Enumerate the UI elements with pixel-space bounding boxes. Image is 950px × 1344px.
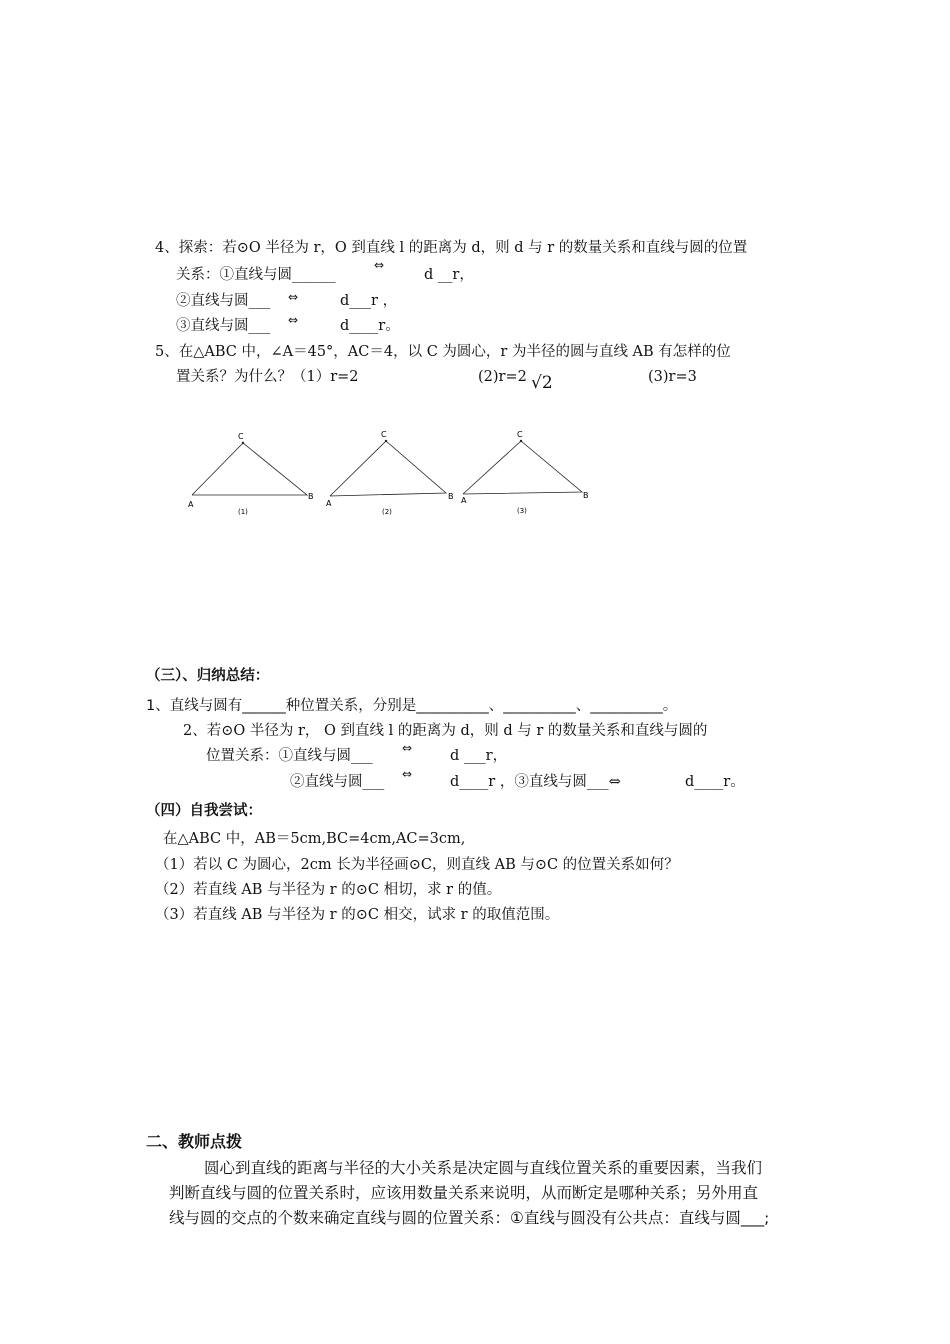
- section4-q1: （1）若以 C 为圆心，2cm 长为半径画⊙C，则直线 AB 与⊙C 的位置关系如何？: [155, 857, 679, 873]
- teacher-para-line2: 判断直线与圆的位置关系时，应该用数量关系来说明，从而断定是哪种关系；另外用直: [169, 1184, 759, 1202]
- equivalence-arrow-icon: ⇔: [402, 741, 413, 755]
- label-b: B: [448, 492, 454, 501]
- q4-line3-right: d___r ，: [340, 293, 398, 309]
- section3-line2: 2、若⊙O 半径为 r， O 到直线 l 的距离为 d，则 d 与 r 的数量关系和直线与圆的: [183, 723, 708, 739]
- triangle-figure-1: [188, 432, 314, 516]
- section3-line3-right: d ___r，: [450, 748, 508, 764]
- teacher-para-line1: 圆心到直线的距离与半径的大小关系是决定圆与直线位置关系的重要因素，当我们: [204, 1159, 763, 1177]
- figure-caption: (1): [238, 508, 248, 516]
- q4-line4-left: ③直线与圆___: [176, 318, 271, 334]
- section4-q3: （3）若直线 AB 与半径为 r 的⊙C 相交，试求 r 的取值范围。: [155, 907, 560, 923]
- figure-caption: (3): [517, 507, 527, 515]
- q4-line1: 4、探索：若⊙O 半径为 r，O 到直线 l 的距离为 d，则 d 与 r 的数量关系和直线与圆的位置: [155, 240, 748, 256]
- vertex-dot: [520, 440, 522, 442]
- triangle-outline: [330, 441, 446, 496]
- q5-line2-right: (3)r=3: [648, 369, 697, 385]
- vertex-dot: [385, 440, 387, 442]
- label-c: C: [381, 430, 387, 439]
- section3-line3-left: 位置关系：①直线与圆___: [206, 748, 373, 764]
- vertex-dot: [242, 442, 244, 444]
- figure-caption: (2): [382, 508, 392, 516]
- equivalence-arrow-icon: ⇔: [374, 258, 385, 272]
- label-a: A: [188, 500, 194, 509]
- section4-q2: （2）若直线 AB 与半径为 r 的⊙C 相切，求 r 的值。: [155, 882, 502, 898]
- q4-line4-right: d____r。: [340, 318, 400, 334]
- section4-heading: （四）自我尝试：: [146, 803, 262, 819]
- triangle-outline: [463, 441, 582, 494]
- q4-line2-left: 关系：①直线与圆______: [176, 267, 336, 283]
- section3-heading: （三）、归纳总结：: [146, 668, 270, 684]
- label-c: C: [517, 430, 523, 439]
- label-a: A: [461, 496, 467, 505]
- section3-line4-right: d____r。: [685, 774, 745, 790]
- q5-line1: 5、在△ABC 中，∠A＝45°，AC＝4，以 C 为圆心，r 为半径的圆与直线 AB 有怎样的位: [155, 344, 731, 360]
- section3-line1: 1、直线与圆有______种位置关系，分别是__________、__________、__________。: [146, 698, 678, 714]
- triangle-figures: [180, 425, 600, 525]
- label-a: A: [326, 499, 332, 508]
- section4-given: 在△ABC 中，AB＝5cm,BC=4cm,AC=3cm,: [163, 831, 466, 847]
- q4-line2-right: d __r，: [424, 267, 474, 283]
- q5-line2-left: 置关系？为什么？（1）r=2: [176, 369, 359, 385]
- q5-line2-mid: (2)r=2: [478, 369, 527, 385]
- q4-line3-left: ②直线与圆___: [176, 293, 271, 309]
- triangle-figure-2: [326, 430, 454, 516]
- label-b: B: [583, 491, 589, 500]
- teacher-heading: 二、教师点拨: [146, 1132, 243, 1151]
- equivalence-arrow-icon: ⇔: [288, 290, 299, 304]
- section3-line4-mid: d____r ，③直线与圆___⇔: [450, 774, 621, 790]
- label-c: C: [238, 432, 244, 441]
- triangle-figure-3: [461, 430, 589, 515]
- equivalence-arrow-icon: ⇔: [288, 313, 299, 327]
- teacher-para-line3: 线与圆的交点的个数来确定直线与圆的位置关系：①直线与圆没有公共点：直线与圆___;: [169, 1209, 770, 1227]
- label-b: B: [308, 492, 314, 501]
- triangle-outline: [192, 443, 307, 495]
- sqrt-two: √2: [531, 373, 553, 393]
- section3-line4-left: ②直线与圆___: [290, 774, 385, 790]
- equivalence-arrow-icon: ⇔: [402, 767, 413, 781]
